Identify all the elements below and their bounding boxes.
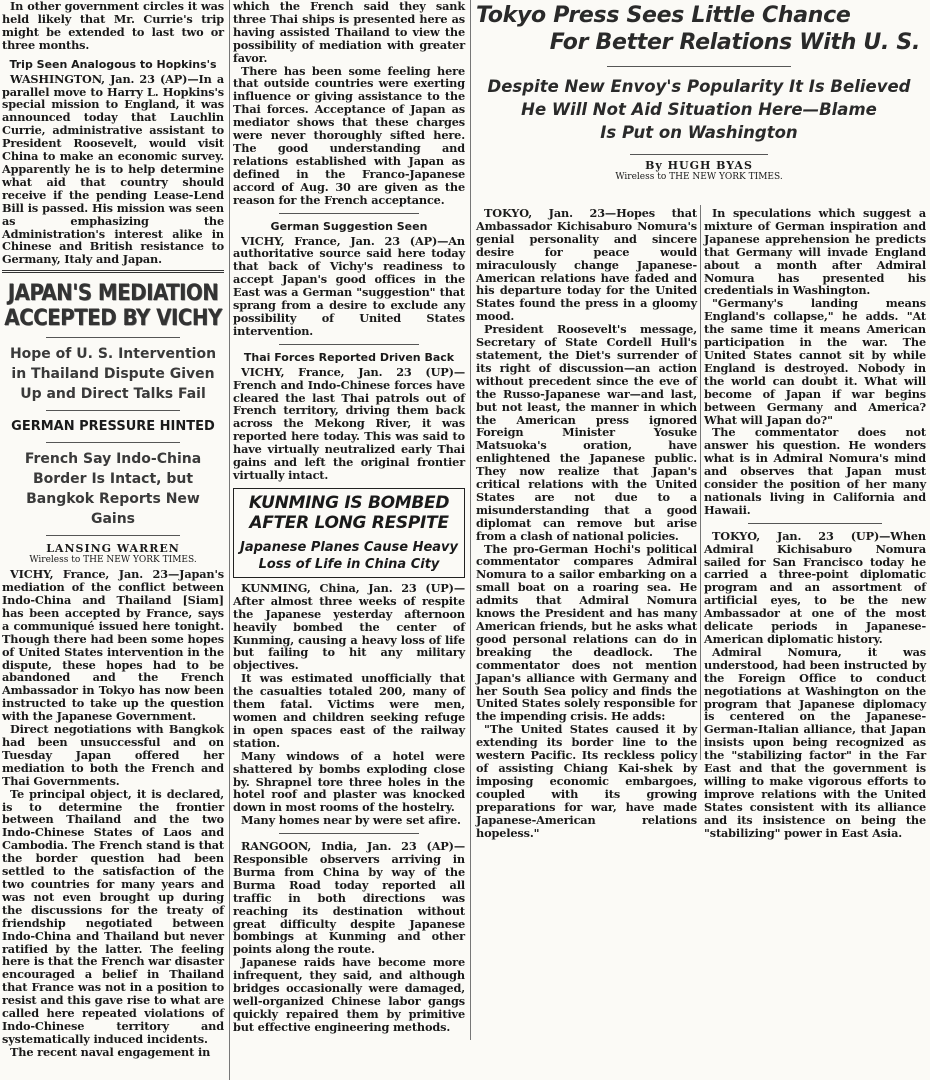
column-4 <box>704 206 926 840</box>
paragraph: Many homes near by were set afire. <box>241 813 461 828</box>
column-2 <box>233 0 465 1034</box>
column-3 <box>476 206 697 840</box>
byline: LANSING WARREN <box>46 542 180 556</box>
paragraph: RANGOON, India, Jan. 23 (AP)—Responsible observers arriving in Burma from China by way of the Burma Road today reported all traffic in both directions was reaching its destination without great difficulty despite Japanese bombings at Kunming and other points along the route. <box>233 839 465 957</box>
kunming-headline-box <box>233 488 465 578</box>
paragraph: The recent naval engagement in <box>10 1044 211 1059</box>
divider <box>279 833 418 834</box>
column-1 <box>2 0 224 1080</box>
headline-tokyo-line1: Tokyo Press Sees Little Chance <box>476 3 851 28</box>
paragraph: In speculations which suggest a mixture of German inspiration and Japanese apprehension he predicts that Germany will invade England about a month after Admiral Nomura has presented his credentials in Washington. <box>704 206 926 298</box>
divider <box>630 154 767 155</box>
deck-hope: Hope of U. S. Intervention in Thailand Dispute Given Up and Direct Talks Fail <box>9 346 217 403</box>
paragraph: "Germany's landing means England's collapse," he adds. "At the same time it means American participation in the war. The United States cannot sit by while England is destroyed. Nobody in the world can doubt it. What will become of Japan if war begins between Germany and America? What will Japan do?" <box>704 296 926 427</box>
paragraph: President Roosevelt's message, Secretary of State Cordell Hull's statement, the Diet's surrender of its right of discussion—an action without precedent since the eve of the Russo-Japanese war—and last, but not least, the manner in which the American press ignored Foreign Minister Yosuke Matsuoka's oration, have enlightened the Japanese public. They now realize that Japan's critical relations with the United States are not due to a misunderstanding that a good diplomat can remove but arise from a clash of national policies. <box>476 322 697 543</box>
paragraph: Admiral Nomura, it was understood, had been instructed by the Foreign Office to conduct negotiations at Washington on the program that Japanese diplomacy is centered on the Japanese-German-Italian alliance, that Japan insists upon being recognized as the "stabilizing factor" in the Far East and that the government is willing to make vigorous efforts to improve relations with the United States consistent with its alliance and its insistence on being the "stabilizing" power in East Asia. <box>704 644 926 840</box>
paragraph: Japanese raids have become more infrequent, they said, and although bridges occasionally were damaged, well-organized Chinese labor gangs quickly repaired them by primitive but effective engineering methods. <box>233 955 465 1034</box>
subhead-thai-forces: Thai Forces Reported Driven Back <box>243 350 455 364</box>
divider <box>46 442 179 443</box>
divider <box>2 270 224 273</box>
credit-line: Wireless to THE NEW YORK TIMES. <box>615 172 783 182</box>
divider <box>46 410 179 411</box>
paragraph: VICHY, France, Jan. 23 (AP)—An authoritative source said here today that back of Vichy's readiness to accept Japan's good offices in the East was a German "suggestion" that sprang from a desire to exclude any possibility of United States intervention. <box>233 233 465 338</box>
divider <box>46 337 179 338</box>
divider <box>46 535 179 536</box>
paragraph: VICHY, France, Jan. 23 (UP)—French and Indo-Chinese forces have cleared the last Thai patrols out of French territory, driving them back across the Mekong River, it was reported here today. This was said to have virtually neutralized early Thai gains and left the original frontier virtually intact. <box>233 364 465 482</box>
tokyo-headline-block <box>470 0 928 205</box>
divider <box>279 213 418 214</box>
paragraph: It was estimated unofficially that the casualties totaled 200, many of them fatal. Victims were men, women and children seeking refuge in open spaces east of the railway station. <box>233 671 465 750</box>
paragraph: "The United States caused it by extending its border line to the western Pacific. Its reckless policy of assisting Chiang Kai-shek by imposing economic embargoes, coupled with its growing preparations for war, have made Japanese-American relations hopeless." <box>476 722 697 840</box>
paragraph: The pro-German Hochi's political commentator compares Admiral Nomura to a sailor embarking on a small boat on a roaring sea. He admits that Admiral Nomura knows the President and has many American friends, but he asks what good personal relations can do in breaking the deadlock. The commentator does not mention Japan's alliance with Germany and her South Sea policy and finds the United States solely responsible for the impending crisis. He adds: <box>476 541 697 724</box>
headline-japan-mediation: JAPAN'S MEDIATION ACCEPTED BY VICHY <box>4 281 222 332</box>
column-rule <box>229 0 230 1080</box>
paragraph: TOKYO, Jan. 23 (UP)—When Admiral Kichisaburo Nomura sailed for San Francisco today he carried a three-point diplomatic program and an assortment of artificial eyes, to be the new Ambassador at one of the most delicate periods in Japanese-American diplomatic history. <box>704 528 926 646</box>
headline-kunming: KUNMING IS BOMBED AFTER LONG RESPITE <box>248 492 450 533</box>
paragraph: The commentator does not answer his question. He wonders what is in Admiral Nomura's mind and observes that Japan must consider the position of her many nationals living in California and Hawaii. <box>704 425 926 517</box>
credit-line: Wireless to THE NEW YORK TIMES. <box>29 555 197 566</box>
deck-tokyo-line3: Is Put on Washington <box>600 123 798 142</box>
deck-german-pressure: GERMAN PRESSURE HINTED <box>11 419 215 435</box>
paragraph: TOKYO, Jan. 23—Hopes that Ambassador Kichisaburo Nomura's genial personality and sincere desire for peace would miraculously change Japanese-American relations have faded and his departure today for the United States found the press in a gloomy mood. <box>476 206 697 324</box>
column-rule <box>700 205 701 760</box>
paragraph: Te principal object, it is declared, is to determine the frontier between Thailand and the two Indo-Chinese States of Laos and Cambodia. The French stand is that the border question had been settled to the satisfaction of the two countries for many years and was not even brought up during the discussions for the treaty of friendship negotiated between Indo-China and Thailand but never ratified by the latter. The feeling here is that the French war disaster encouraged a belief in Thailand that France was not in a position to resist and this gave rise to what are called here repeated violations of Indo-Chinese territory and systematically induced incidents. <box>2 786 224 1046</box>
deck-tokyo-line2: He Will Not Aid Situation Here—Blame <box>521 100 877 119</box>
deck-tokyo-line1: Despite New Envoy's Popularity It Is Believed <box>487 77 911 96</box>
byline: By HUGH BYAS <box>645 159 753 172</box>
subhead-hopkins: Trip Seen Analogous to Hopkins's <box>9 57 217 71</box>
paragraph: which the French said they sank three Thai ships is presented here as having assisted Thailand to view the possibility of mediation with greater favor. <box>233 0 465 65</box>
deck-kunming: Japanese Planes Cause Heavy Loss of Life in China City <box>240 539 458 572</box>
divider <box>607 66 790 67</box>
deck-french-say: French Say Indo-China Border Is Intact, but Bangkok Reports New Gains <box>24 451 202 528</box>
paragraph: KUNMING, China, Jan. 23 (UP)—After almost three weeks of respite the Japanese yesterday afternoon heavily bombed the center of Kunming, causing a heavy loss of life but failing to hit any military objectives. <box>233 580 465 673</box>
paragraph: Many windows of a hotel were shattered by bombs exploding close by. Shrapnel tore three holes in the hotel roof and plaster was knocked down in most rooms of the hostelry. <box>233 748 465 815</box>
paragraph: VICHY, France, Jan. 23—Japan's mediation of the conflict between Indo-China and Thailand [Siam] has been accepted by France, says a communiqué issued here tonight. Though there had been some hopes of United States intervention in the dispute, these hopes had to be abandoned and the French Ambassador in Tokyo has now been instructed to take up the question with the Japanese Government. <box>2 567 224 724</box>
divider <box>279 344 418 345</box>
paragraph: Direct negotiations with Bangkok had been unsuccessful and on Tuesday Japan offered her mediation to both the French and Thai Governments. <box>2 722 224 788</box>
headline-tokyo-line2: For Better Relations With U. S. <box>549 30 920 55</box>
paragraph: In other government circles it was held likely that Mr. Currie's trip might be extended to last two or three months. <box>2 0 224 52</box>
paragraph: There has been some feeling here that outside countries were exerting influence or giving assistance to the Thai forces. Acceptance of Japan as mediator shows that these charges were never thoroughly sifted here. The good understanding and relations established with Japan as defined in the Franco-Japanese accord of Aug. 30 are given as the reason for the French acceptance. <box>233 63 465 207</box>
paragraph: WASHINGTON, Jan. 23 (AP)—In a parallel move to Harry L. Hopkins's special mission to England, it was announced today that Lauchlin Currie, administrative assistant to President Roosevelt, would visit China to make an economic survey. Apparently he is to help determine what aid that country should receive if the pending Lease-Lend Bill is passed. His mission was seen as emphasizing the Administration's interest alike in Chinese and British resistance to Germany, Italy and Japan. <box>2 71 224 267</box>
divider <box>748 523 881 524</box>
subhead-german-suggestion: German Suggestion Seen <box>270 219 428 233</box>
